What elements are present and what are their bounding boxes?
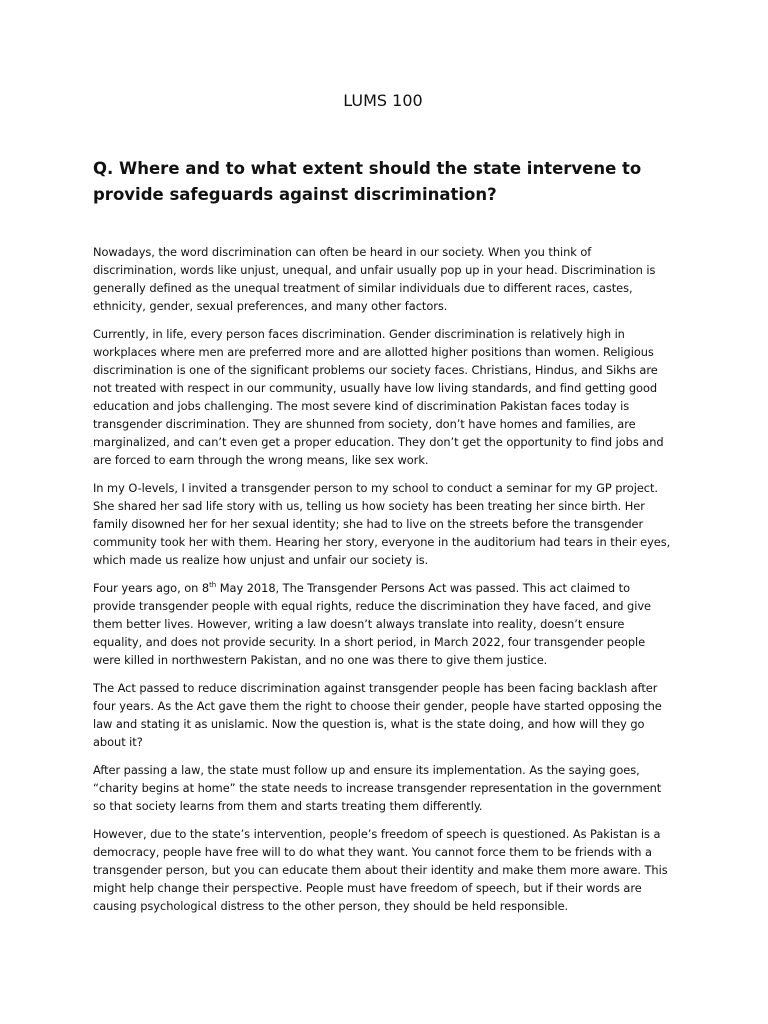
paragraph-4-start: Four years ago, on 8 bbox=[93, 581, 210, 595]
paragraph-4 bbox=[93, 579, 673, 669]
document-title: LUMS 100 bbox=[343, 91, 423, 110]
paragraph-2: Currently, in life, every person faces discrimination. Gender discrimination is relatively high in workplaces where men are preferred more and are allotted higher positions than women. Religious discrimination is one of the significant problems our society faces. Christians, Hindus, and Sikhs are not treated with respect in our community, usually have low living standards, and find getting good education and jobs challenging. The most severe kind of discrimination Pakistan faces today is transgender discrimination. They are shunned from society, don’t have homes and families, are marginalized, and can’t even get a proper education. They don’t get the opportunity to find jobs and are forced to earn through the wrong means, like sex work. bbox=[93, 327, 664, 467]
paragraph-3: In my O-levels, I invited a transgender person to my school to conduct a seminar for my GP project. She shared her sad life story with us, telling us how society has been treating her since birth. Her family disowned her for her sexual identity; she had to live on the streets before the transgender community took her with them. Hearing her story, everyone in the auditorium had tears in their eyes, which made us realize how unjust and unfair our society is. bbox=[93, 481, 671, 567]
ordinal-superscript: th bbox=[209, 581, 217, 590]
paragraph-5: The Act passed to reduce discrimination against transgender people has been facing backlash after four years. As the Act gave them the right to choose their gender, people have started opposing the law and stating it as unislamic. Now the question is, what is the state doing, and how will they go about it? bbox=[93, 681, 662, 749]
essay-question: Q. Where and to what extent should the state intervene to provide safeguards against discrimination? bbox=[93, 159, 642, 204]
document-page bbox=[93, 0, 673, 1024]
essay-body bbox=[93, 243, 673, 925]
paragraph-4-rest: May 2018, The Transgender Persons Act was passed. This act claimed to provide transgender people with equal rights, reduce the discrimination they have faced, and give them better lives. However, writing a law doesn’t always translate into reality, doesn’t ensure equality, and does not provide security. In a short period, in March 2022, four transgender people were killed in northwestern Pakistan, and no one was there to give them justice. bbox=[93, 581, 651, 667]
paragraph-6: After passing a law, the state must follow up and ensure its implementation. As the saying goes, “charity begins at home” the state needs to increase transgender representation in the government so that society learns from them and starts treating them differently. bbox=[93, 763, 662, 813]
paragraph-7: However, due to the state’s intervention, people’s freedom of speech is questioned. As Pakistan is a democracy, people have free will to do what they want. You cannot force them to be friends with a transgender person, but you can educate them about their identity and make them more aware. This might help change their perspective. People must have freedom of speech, but if their words are causing psychological distress to the other person, they should be held responsible. bbox=[93, 827, 668, 913]
paragraph-1: Nowadays, the word discrimination can often be heard in our society. When you think of discrimination, words like unjust, unequal, and unfair usually pop up in your head. Discrimination is generally defined as the unequal treatment of similar individuals due to different races, castes, ethnicity, gender, sexual preferences, and many other factors. bbox=[93, 245, 656, 313]
